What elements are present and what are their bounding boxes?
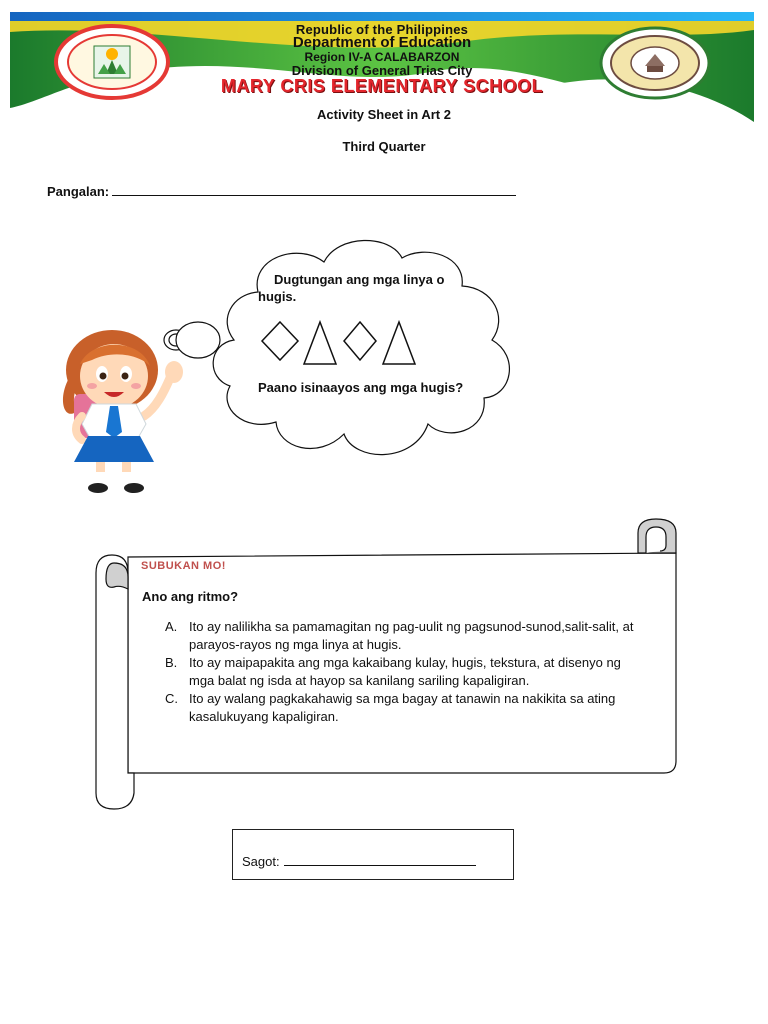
choice-letter: B. <box>165 655 178 670</box>
choice-a[interactable] <box>165 618 645 654</box>
choice-letter: C. <box>165 691 178 706</box>
header-division: Division of General Trias City <box>291 63 473 78</box>
header-republic: Republic of the Philippines <box>295 22 469 37</box>
header-region: Region IV-A CALABARZON <box>304 50 460 64</box>
header-department: Department of Education <box>292 34 472 51</box>
answer-row <box>242 854 476 869</box>
choice-text: Ito ay walang pagkakahawig sa mga bagay at tanawin na nakikita sa ating kasalukuyang kapaligiran. <box>189 691 616 724</box>
name-row <box>47 184 516 199</box>
thought-cloud <box>158 228 524 468</box>
answer-blank-line[interactable] <box>284 855 476 866</box>
section-heading: SUBUKAN MO! <box>141 560 226 572</box>
answer-label: Sagot: <box>242 854 280 869</box>
name-blank-line[interactable] <box>112 185 516 196</box>
choice-text: Ito ay nalilikha sa pamamagitan ng pag-uulit ng pagsunod-sunod,salit-salit, at parayos-rayos ng mga linya at hugis. <box>189 619 634 652</box>
quarter-label: Third Quarter <box>342 139 426 154</box>
choice-text: Ito ay maipapakita ang mga kakaibang kulay, hugis, tekstura, at disenyo ng mga balat ng isda at hayop sa kanilang sariling kapaligiran. <box>189 655 621 688</box>
choices-list <box>165 618 645 726</box>
choice-b[interactable] <box>165 654 645 690</box>
name-label: Pangalan: <box>47 184 110 199</box>
question-text: Ano ang ritmo? <box>142 589 239 604</box>
choice-letter: A. <box>165 619 178 634</box>
header-school-name: MARY CRIS ELEMENTARY SCHOOL <box>220 76 544 96</box>
choice-c[interactable] <box>165 690 645 726</box>
page-title: Activity Sheet in Art 2 <box>317 107 451 122</box>
cloud-question: Paano isinaayos ang mga hugis? <box>258 380 464 395</box>
cloud-instruction: Dugtungan ang mga linya o hugis. <box>258 272 445 304</box>
